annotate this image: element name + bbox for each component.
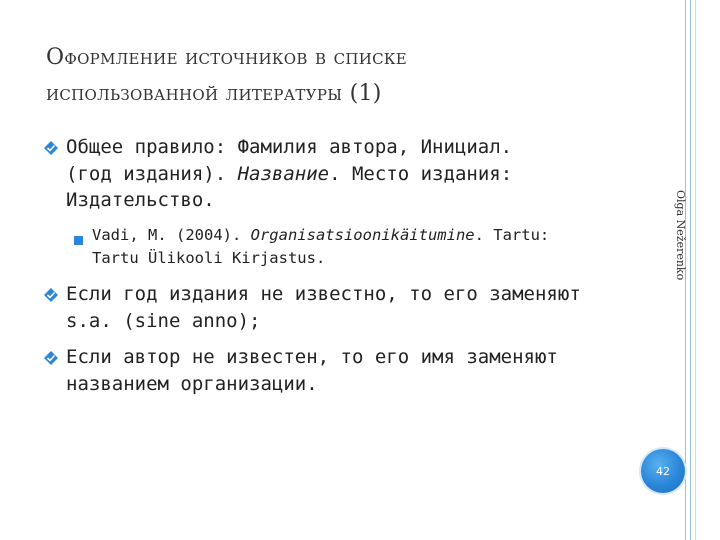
text-run: . Tartu: <box>474 226 550 244</box>
author-name: Olga Nežerenko <box>674 190 687 281</box>
decorative-line <box>695 0 696 540</box>
text-line: Если год издания не известно, то его заменяют <box>66 283 581 305</box>
slide-title <box>46 40 646 112</box>
diamond-check-bullet-icon <box>44 351 58 365</box>
diamond-check-bullet-icon <box>44 141 58 155</box>
square-bullet-icon <box>74 230 83 249</box>
italic-text: Название <box>237 162 330 185</box>
page-number-badge: 42 <box>641 449 685 493</box>
list-item-text <box>66 134 656 214</box>
text-line: Общее правило: Фамилия автора, Инициал. <box>66 136 513 158</box>
title-line-1: Оформление источников в списке <box>46 45 408 70</box>
list-item-text <box>66 281 656 334</box>
sub-list-item-text <box>92 224 632 270</box>
italic-text: Organisatsioonikäitumine <box>250 226 475 244</box>
text-run: (год издания). <box>66 162 238 185</box>
text-line: Издательство. <box>66 189 215 211</box>
title-line-2: использованной литературы (1) <box>46 81 382 106</box>
text-line: Если автор не известен, то его имя заменяют <box>66 346 558 368</box>
decorative-line <box>690 0 691 540</box>
diamond-check-bullet-icon <box>44 288 58 302</box>
text-line: Tartu Ülikooli Kirjastus. <box>92 249 326 267</box>
text-line: s.a. (sine anno); <box>66 309 261 332</box>
text-line <box>92 224 632 247</box>
text-line <box>66 161 656 188</box>
list-item-text <box>66 344 656 397</box>
text-run: . Место издания: <box>329 162 513 185</box>
text-line: названием организации. <box>66 372 318 395</box>
text-run: Vadi, M. (2004). <box>92 226 251 244</box>
